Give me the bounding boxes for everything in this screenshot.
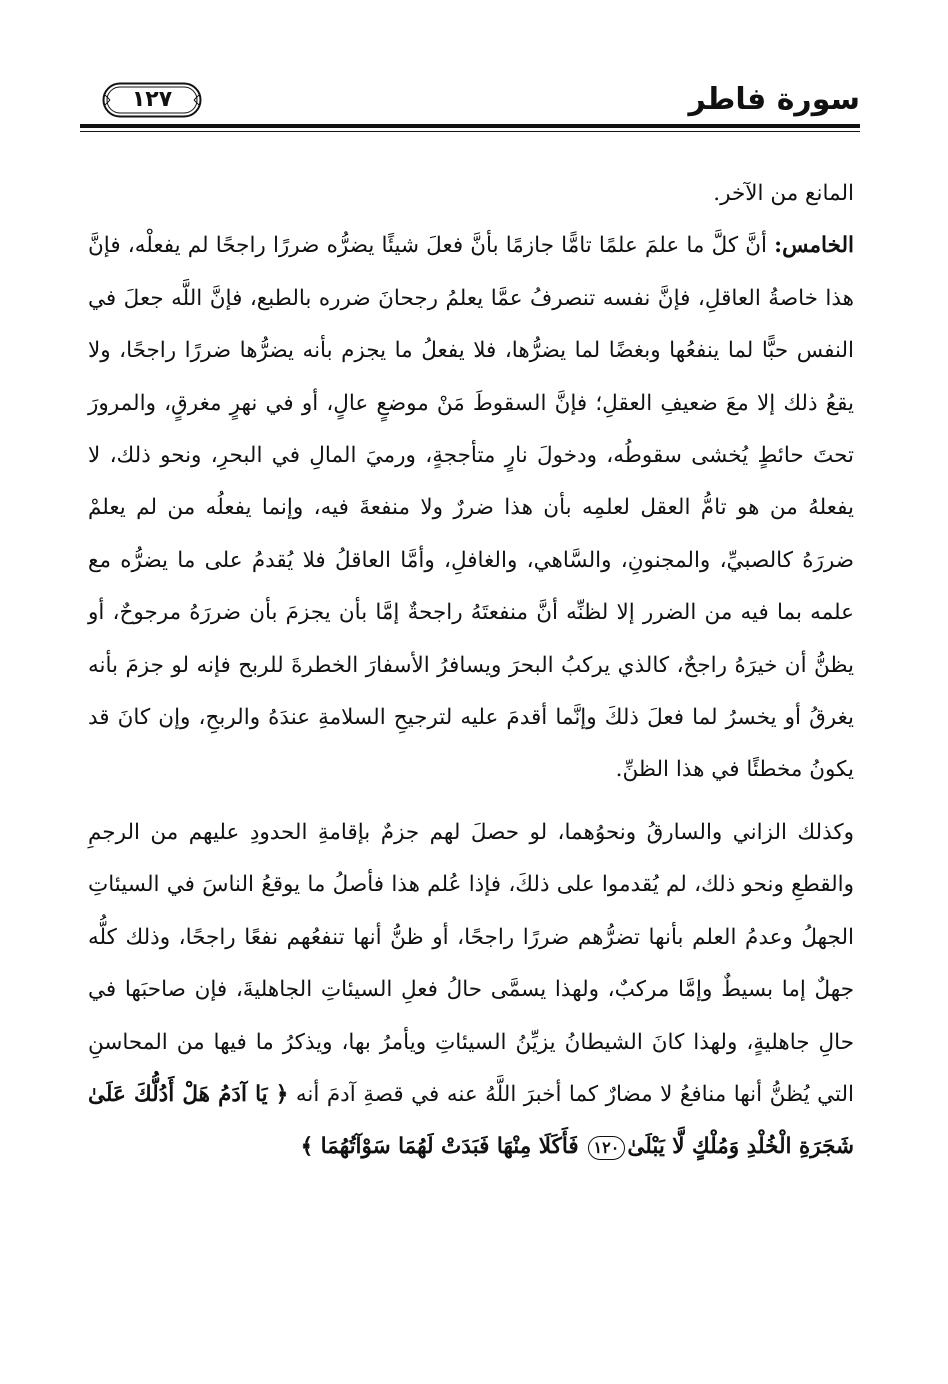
paragraph-text: وكذلك الزاني والسارقُ ونحوُهما، لو حصلَ لهم جزمٌ بإقامةِ الحدودِ عليهم من الرجمِ والقطعِ ونحو ذلك، لم يُقدموا على ذلكَ، فإذا عُلم هذا فأصلُ ما يوقعُ الناسَ في السيئاتِ الجهلُ وعدمُ العلم بأنها تضرُّهم ضررًا راجحًا، أو ظنُّ أنها تنفعُهم نفعًا راجحًا، وذلك كلُّه جهلٌ إما بسيطٌ وإمَّا مركبٌ، ولهذا يسمَّى حالُ فعلِ السيئاتِ الجاهليةَ، فإن صاحبَها في حالِ جاهليةٍ، ولهذا كانَ الشيطانُ يزيِّنُ السيئاتِ ويأمرُ بها، ويذكرُ ما فيها من المحاسنِ التي يُظنُّ أنها منافعُ لا مضارٌ كما أخبرَ اللَّهُ عنه في قصةِ آدمَ أنه xyxy=(88,819,855,1107)
page-content xyxy=(88,168,854,1174)
page-number: ١٢٧ xyxy=(131,87,173,112)
intro-line: المانع من الآخر. xyxy=(713,181,854,206)
page-header xyxy=(80,68,860,128)
header-rule-thick xyxy=(80,124,860,128)
paragraph-fifth xyxy=(88,220,854,796)
paragraph-ignorance xyxy=(88,807,854,1174)
surah-title: سورة فاطر xyxy=(688,82,860,117)
paragraph-text: أنَّ كلَّ ما علمَ علمًا تامًّا جازمًا بأنَّ فعلَ شيئًا يضرُّه ضررًا راجحًا لم يفعلْه، فإنَّ هذا خاصةُ العاقلِ، فإنَّ نفسه تنصرفُ عمَّا يعلمُ رجحانَ ضرره بالطبع، فإنَّ اللَّه جعلَ في النفس حبًّا لما ينفعُها وبغضًا لما يضرُّها، فلا يفعلُ ما يجزم بأنه يضرُّها ضررًا راجحًا، ولا يقعُ ذلك إلا معَ ضعيفِ العقلِ؛ فإنَّ السقوطَ مَنْ موضعٍ عالٍ، أو في نهرٍ مغرقٍ، والمرورَ تحتَ حائطٍ يُخشى سقوطُه، ودخولَ نارٍ متأججةٍ، ورميَ المالِ في البحرِ، ونحو ذلك، لا يفعلهُ من هو تامُّ العقل لعلمِه بأن هذا ضررٌ ولا منفعةَ فيه، وإنما يفعلُه من لم يعلمْ ضررَهُ كالصبيِّ، والمجنونِ، والسَّاهي، والغافلِ، وأمَّا العاقلُ فلا يُقدمُ على ما يضرُّه مع علمه بما فيه من الضرر إلا لظنِّه أنَّ منفعتَهُ راجحةٌ إمَّا بأن يجزمَ بأن ضررَهُ مرجوحٌ، أو يظنُّ أن خيرَهُ راجحٌ، كالذي يركبُ البحرَ ويسافرُ الأسفارَ الخطرةَ للربح فإنه لو جزمَ بأنه يغرقُ أو يخسرُ لما فعلَ ذلكَ وإنَّما أقدمَ عليه لترجيحِ السلامةِ عندَهُ والربحِ، وإن كانَ قد يكونُ مخطئًا في هذا الظنِّ. xyxy=(88,233,854,783)
page-number-badge xyxy=(102,82,202,118)
header-rule-thin xyxy=(80,131,860,132)
paragraph-lead: الخامس: xyxy=(774,233,854,259)
aya-number-marker: ١٢٠ xyxy=(588,1136,626,1160)
quran-verse: فَأَكَلَا مِنْهَا فَبَدَتْ لَهُمَا سَوْآتُهُمَا ﴾ xyxy=(300,1134,579,1160)
quran-verse: ﴿ يَا آدَمُ هَلْ أَدُلُّكَ عَلَىٰ شَجَرَةِ الْخُلْدِ وَمُلْكٍ لَّا يَبْلَىٰ xyxy=(88,1081,854,1160)
